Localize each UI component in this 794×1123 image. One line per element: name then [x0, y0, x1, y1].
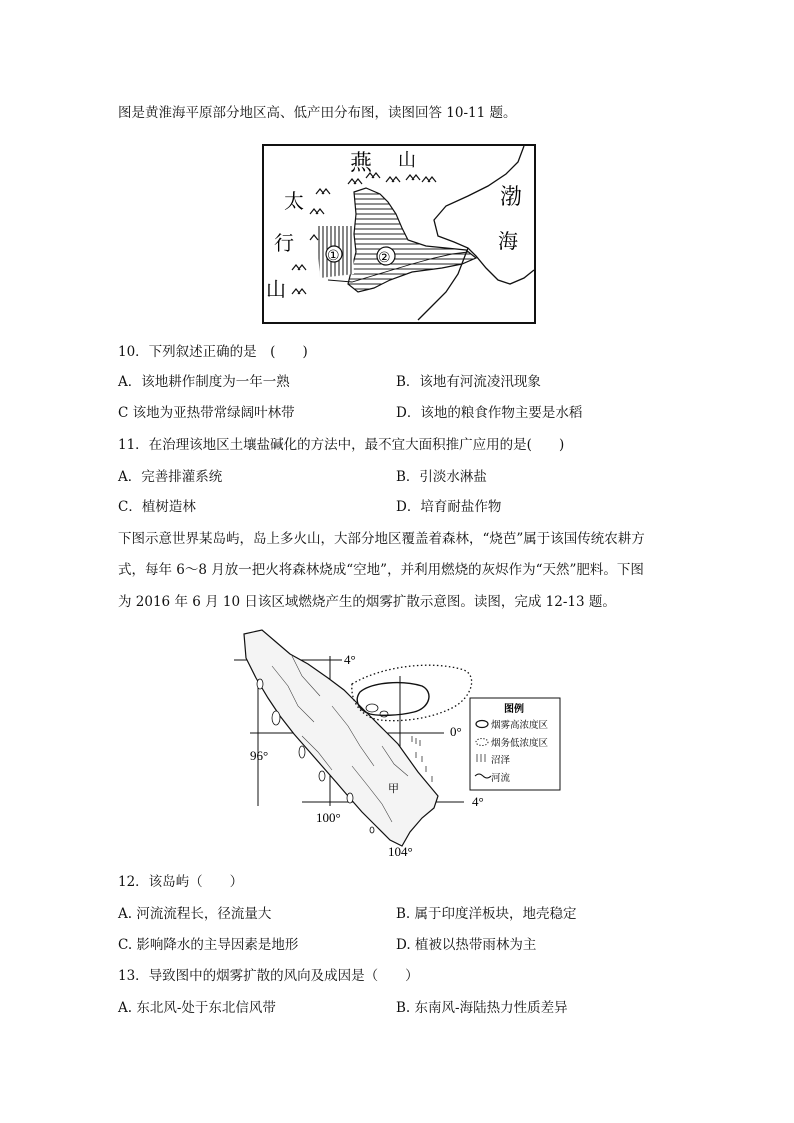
- smoke-high-zone: [357, 683, 429, 716]
- label-hai: 海: [498, 229, 518, 253]
- map-island-smoke: [232, 626, 567, 858]
- label-yan: 燕: [350, 151, 373, 176]
- label-lon-104: 104°: [388, 844, 413, 858]
- q12-stem: 12．该岛屿（ ）: [118, 874, 244, 890]
- q11-option-b: B．引淡水淋盐: [396, 469, 487, 485]
- label-lon-96: 96°: [250, 748, 269, 763]
- legend-river-label: 河流: [491, 773, 511, 784]
- q11-option-d: D．培育耐盐作物: [396, 499, 502, 515]
- label-lat-top: 4°: [344, 652, 356, 667]
- label-lat-bottom: 4°: [472, 794, 484, 809]
- q13-option-a: A. 东北风-处于东北信风带: [118, 1000, 276, 1016]
- label-hang: 行: [274, 231, 294, 255]
- label-shan-bottom: 山: [266, 277, 286, 301]
- q12-option-b: B. 属于印度洋板块，地壳稳定: [396, 906, 577, 922]
- label-tai: 太: [284, 189, 304, 213]
- label-shan-top: 山: [398, 150, 416, 171]
- legend-swamp-label: 沼泽: [491, 755, 511, 766]
- q13-stem: 13．导致图中的烟雾扩散的风向及成因是（ ）: [118, 968, 419, 984]
- q11-stem: 11．在治理该地区土壤盐碱化的方法中，最不宜大面积推广应用的是( ): [118, 437, 565, 453]
- label-bo: 渤: [500, 185, 523, 210]
- q12-option-d: D. 植被以热带雨林为主: [396, 937, 537, 953]
- legend-low-label: 烟务低浓度区: [491, 738, 549, 749]
- map-huanghuaihai: [262, 144, 536, 324]
- legend-high-label: 烟雾高浓度区: [491, 720, 549, 731]
- label-lat-equator: 0°: [450, 724, 462, 739]
- q11-option-a: A．完善排灌系统: [118, 469, 223, 485]
- q11-option-c: C．植树造林: [118, 499, 196, 515]
- label-jia: 甲: [388, 782, 399, 795]
- intro-text-2-line-1: 下图示意世界某岛屿，岛上多火山，大部分地区覆盖着森林，“烧芭”属于该国传统农耕方: [118, 531, 645, 547]
- label-region-2: ②: [378, 250, 391, 266]
- label-lon-100: 100°: [316, 810, 341, 825]
- label-region-1: ①: [327, 248, 340, 264]
- q10-stem: 10．下列叙述正确的是 ( ): [118, 344, 308, 360]
- legend-title: 图例: [504, 704, 524, 715]
- intro-text-2-line-2: 式，每年 6～8 月放一把火将森林烧成“空地”，并利用燃烧的灰烬作为“天然”肥料。下图: [118, 562, 644, 578]
- q13-option-b: B. 东南风-海陆热力性质差异: [396, 1000, 568, 1016]
- island-outline: [244, 630, 438, 846]
- q12-option-a: A. 河流流程长，径流量大: [118, 906, 272, 922]
- intro-text-2-line-3: 为 2016 年 6 月 10 日该区域燃烧产生的烟雾扩散示意图。读图，完成 12-13 题。: [118, 594, 616, 610]
- q10-option-a: A．该地耕作制度为一年一熟: [118, 374, 290, 390]
- q12-option-c: C. 影响降水的主导因素是地形: [118, 937, 299, 953]
- q10-option-d: D．该地的粮食作物主要是水稻: [396, 405, 583, 421]
- intro-text-1: 图是黄淮海平原部分地区高、低产田分布图，读图回答 10-11 题。: [118, 105, 517, 121]
- q10-option-b: B．该地有河流凌汛现象: [396, 374, 541, 390]
- q10-option-c: C 该地为亚热带常绿阔叶林带: [118, 405, 295, 421]
